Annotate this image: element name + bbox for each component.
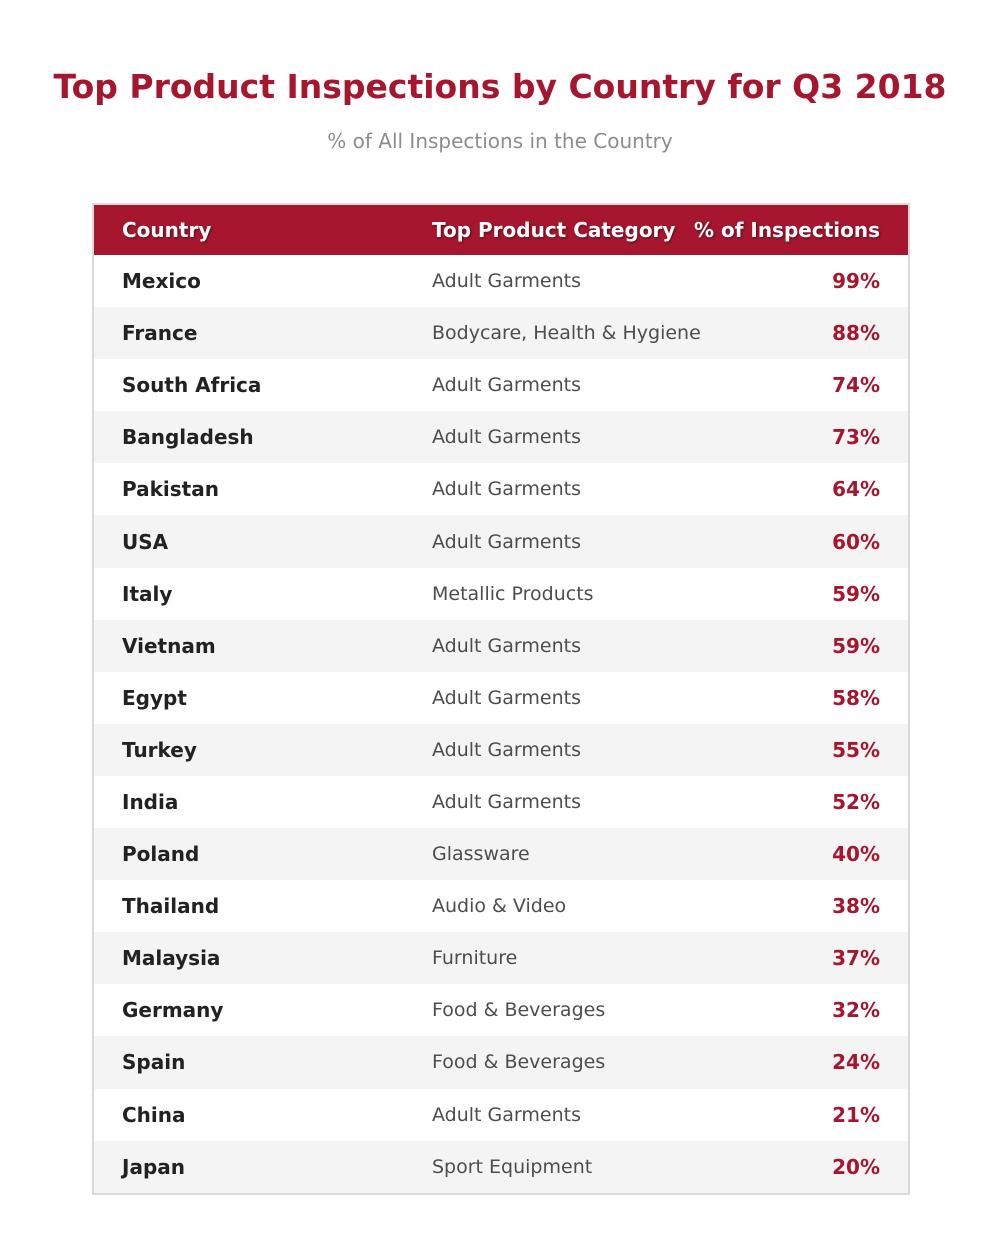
table-body [94, 255, 908, 1193]
table-row [94, 932, 908, 984]
category-cell: Adult Garments [432, 270, 581, 293]
category-cell: Adult Garments [432, 426, 581, 449]
category-cell: Adult Garments [432, 790, 581, 813]
category-cell: Furniture [432, 947, 518, 970]
category-cell: Metallic Products [432, 582, 594, 605]
category-cell: Adult Garments [432, 1103, 581, 1126]
table-row [94, 1036, 908, 1088]
table-header-row [94, 205, 908, 255]
table-row [94, 463, 908, 515]
table-row [94, 568, 908, 620]
percent-cell: 60% [832, 529, 880, 554]
percent-cell: 32% [832, 998, 880, 1023]
category-cell: Sport Equipment [432, 1155, 593, 1178]
percent-cell: 20% [832, 1154, 880, 1179]
country-cell: Turkey [122, 737, 197, 762]
country-cell: France [122, 321, 198, 346]
country-cell: Thailand [122, 894, 220, 919]
percent-cell: 24% [832, 1050, 880, 1075]
inspections-table [92, 203, 910, 1195]
table-row [94, 1089, 908, 1141]
table-row [94, 255, 908, 307]
table-row [94, 776, 908, 828]
country-cell: Malaysia [122, 946, 221, 971]
chart-title: Top Product Inspections by Country for Q3 2018 [53, 67, 947, 106]
country-cell: Poland [122, 842, 200, 867]
table-row [94, 1141, 908, 1193]
country-cell: USA [122, 529, 169, 554]
table-row [94, 724, 908, 776]
header-percent: % of Inspections [693, 218, 880, 242]
table-row [94, 515, 908, 567]
header-country: Country [122, 218, 212, 242]
country-cell: Germany [122, 998, 224, 1023]
table-row [94, 620, 908, 672]
country-cell: India [122, 789, 179, 814]
category-cell: Adult Garments [432, 530, 581, 553]
percent-cell: 99% [832, 269, 880, 294]
category-cell: Adult Garments [432, 686, 581, 709]
percent-cell: 59% [832, 581, 880, 606]
header-category: Top Product Category [432, 218, 676, 242]
category-cell: Audio & Video [432, 895, 567, 918]
category-cell: Adult Garments [432, 374, 581, 397]
country-cell: Japan [122, 1154, 185, 1179]
country-cell: Bangladesh [122, 425, 254, 450]
percent-cell: 73% [832, 425, 880, 450]
percent-cell: 59% [832, 633, 880, 658]
table-row [94, 307, 908, 359]
country-cell: China [122, 1102, 186, 1127]
table-row [94, 672, 908, 724]
percent-cell: 40% [832, 842, 880, 867]
percent-cell: 21% [832, 1102, 880, 1127]
percent-cell: 58% [832, 685, 880, 710]
country-cell: South Africa [122, 373, 262, 398]
chart-subtitle: % of All Inspections in the Country [327, 129, 673, 153]
percent-cell: 52% [832, 789, 880, 814]
percent-cell: 37% [832, 946, 880, 971]
category-cell: Glassware [432, 843, 530, 866]
table-row [94, 984, 908, 1036]
category-cell: Food & Beverages [432, 999, 606, 1022]
percent-cell: 55% [832, 737, 880, 762]
country-cell: Mexico [122, 269, 201, 294]
percent-cell: 38% [832, 894, 880, 919]
category-cell: Adult Garments [432, 738, 581, 761]
country-cell: Italy [122, 581, 173, 606]
table-row [94, 411, 908, 463]
table-row [94, 880, 908, 932]
percent-cell: 64% [832, 477, 880, 502]
country-cell: Spain [122, 1050, 186, 1075]
category-cell: Adult Garments [432, 478, 581, 501]
category-cell: Food & Beverages [432, 1051, 606, 1074]
percent-cell: 74% [832, 373, 880, 398]
category-cell: Adult Garments [432, 634, 581, 657]
country-cell: Vietnam [122, 633, 216, 658]
category-cell: Bodycare, Health & Hygiene [432, 322, 701, 345]
table-row [94, 828, 908, 880]
country-cell: Pakistan [122, 477, 219, 502]
percent-cell: 88% [832, 321, 880, 346]
country-cell: Egypt [122, 685, 187, 710]
table-row [94, 359, 908, 411]
